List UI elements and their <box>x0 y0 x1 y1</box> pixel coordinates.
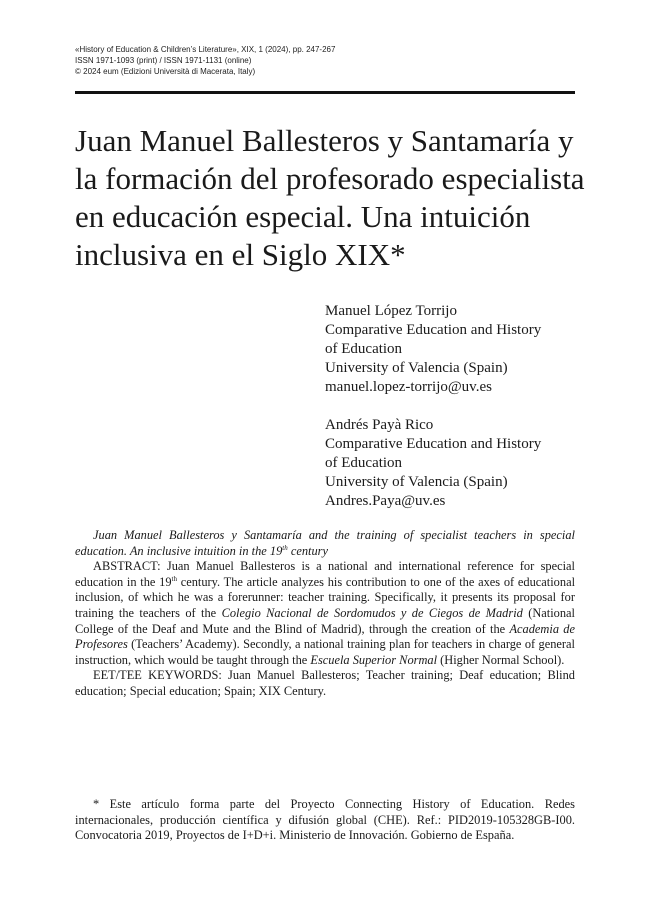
author-email[interactable]: Andres.Paya@uv.es <box>325 493 446 509</box>
keywords: EET/TEE KEYWORDS: Juan Manuel Ballesteros; Teacher training; Deaf education; Blind education; Special education; Spain; XIX Century. <box>75 668 575 698</box>
abstract-span: century. The article analyzes his contribution to one of the axes of educational inclusion, of which he was a forerunner: teacher training. Specifically, it presents its proposal for training the teachers of the <box>75 574 576 620</box>
header-rule <box>75 91 575 94</box>
author-university: University of Valencia (Spain) <box>325 360 508 376</box>
english-title <box>75 528 575 559</box>
author-block <box>325 302 575 397</box>
issn-line: ISSN 1971-1093 (print) / ISSN 1971-1131 (online) <box>75 56 252 65</box>
footnote <box>75 797 575 844</box>
author-department: Comparative Education and History <box>325 436 542 452</box>
title-line: Juan Manuel Ballesteros y Santamaría y <box>75 123 574 158</box>
author-department: of Education <box>325 455 403 471</box>
superscript: th <box>171 574 177 583</box>
abstract-section <box>75 528 575 700</box>
author-name: Andrés Payà Rico <box>325 417 434 433</box>
journal-header <box>75 44 575 77</box>
author-department: of Education <box>325 341 403 357</box>
journal-citation: «History of Education & Children’s Literature», XIX, 1 (2024), pp. 247-267 <box>75 45 336 54</box>
abstract-italic: Colegio Nacional de Sordomudos y de Ciegos de Madrid <box>221 605 523 620</box>
footnote-text: * Este artículo forma parte del Proyecto Connecting History of Education. Redes internacionales, producción científica y difusión global (CHE). Ref.: PID2019-105328GB-I00. Convocatoria 2019, Proyectos de I+D+i. Ministerio de Innovación. Gobierno de España. <box>75 797 575 843</box>
article-title <box>75 122 585 274</box>
abstract-span: (Higher Normal School). <box>437 652 565 667</box>
abstract-italic: Academia de Profesores <box>75 621 576 652</box>
title-line: inclusiva en el Siglo XIX* <box>75 237 406 272</box>
author-university: University of Valencia (Spain) <box>325 474 508 490</box>
author-name: Manuel López Torrijo <box>325 303 457 319</box>
abstract-italic: Escuela Superior Normal <box>310 652 438 667</box>
author-department: Comparative Education and History <box>325 322 542 338</box>
copyright-line: © 2024 eum (Edizioni Università di Macerata, Italy) <box>75 67 256 76</box>
author-email[interactable]: manuel.lopez-torrijo@uv.es <box>325 379 492 395</box>
abstract-text <box>75 559 575 668</box>
abstract-span: (Teachers’ Academy). Secondly, a national training plan for teachers in charge of general instruction, which would be taught through the <box>75 637 575 667</box>
author-list <box>325 302 575 530</box>
title-line: la formación del profesorado especialista <box>75 161 585 196</box>
author-block <box>325 416 575 511</box>
title-line: en educación especial. Una intuición <box>75 199 531 234</box>
english-title-text: century <box>287 543 329 558</box>
abstract-span: (National College of the Deaf and Mute and the Blind of Madrid), through the creation of the <box>75 605 576 636</box>
superscript: th <box>282 543 288 552</box>
english-title-text: Juan Manuel Ballesteros y Santamaría and the training of specialist teachers in special education. An inclusive intuition in the 19 <box>75 528 575 558</box>
abstract-span: ABSTRACT: Juan Manuel Ballesteros is a national and international reference for special education in the 19 <box>75 559 575 589</box>
